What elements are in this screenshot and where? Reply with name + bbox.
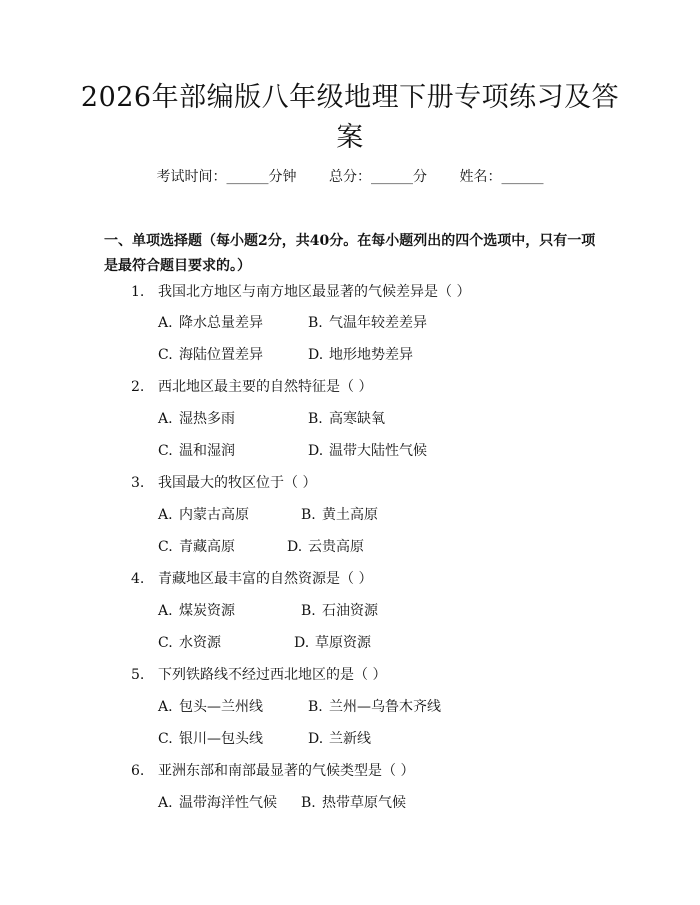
question-number: 3. (131, 475, 145, 491)
question-text: 青藏地区最丰富的自然资源是（ ） (158, 571, 373, 587)
option-row (158, 633, 371, 653)
option-a: A. 降水总量差异 (158, 315, 263, 331)
question-number: 4. (131, 571, 145, 587)
option-a: A. 内蒙古高原 (158, 507, 249, 523)
question-text: 西北地区最主要的自然特征是（ ） (158, 379, 373, 395)
option-a: A. 温带海洋性气候 (158, 795, 277, 811)
question-number: 6. (131, 763, 145, 779)
option-c: C. 温和湿润 (158, 443, 235, 459)
option-row (158, 601, 378, 621)
student-name-field: 姓名：______ (459, 169, 544, 185)
option-row (158, 729, 371, 749)
option-row (158, 345, 413, 365)
option-d: D. 温带大陆性气候 (308, 443, 427, 459)
question-stem (131, 282, 470, 302)
option-d: D. 地形地势差异 (308, 347, 413, 363)
option-row (158, 409, 385, 429)
option-row (158, 697, 441, 717)
option-a: A. 煤炭资源 (158, 603, 235, 619)
exam-info-line (0, 167, 700, 187)
section-heading-single-choice: 一、单项选择题（每小题2分，共40分。在每小题列出的四个选项中，只有一项是最符合题目要求的。） (104, 233, 596, 274)
option-b: B. 气温年较差差异 (308, 315, 427, 331)
option-c: C. 青藏高原 (158, 539, 235, 555)
question-number: 5. (131, 667, 145, 683)
option-d: D. 云贵高原 (287, 539, 364, 555)
option-c: C. 海陆位置差异 (158, 347, 263, 363)
question-number: 1. (131, 284, 145, 300)
option-b: B. 热带草原气候 (301, 795, 406, 811)
option-c: C. 银川—包头线 (158, 731, 263, 747)
option-b: B. 高寒缺氧 (308, 411, 385, 427)
option-b: B. 石油资源 (301, 603, 378, 619)
option-row (158, 313, 427, 333)
option-a: A. 包头—兰州线 (158, 699, 263, 715)
option-d: D. 兰新线 (308, 731, 371, 747)
question-text: 亚洲东部和南部最显著的气候类型是（ ） (158, 763, 415, 779)
option-b: B. 黄土高原 (301, 507, 378, 523)
question-stem (131, 665, 386, 685)
option-row (158, 793, 406, 813)
option-d: D. 草原资源 (294, 635, 371, 651)
question-stem (131, 569, 372, 589)
option-a: A. 湿热多雨 (158, 411, 235, 427)
option-row (158, 441, 427, 461)
option-c: C. 水资源 (158, 635, 221, 651)
question-text: 我国北方地区与南方地区最显著的气候差异是（ ） (158, 284, 471, 300)
option-row (158, 505, 378, 525)
exam-time-field: 考试时间：______分钟 (156, 169, 297, 185)
question-text: 下列铁路线不经过西北地区的是（ ） (158, 667, 387, 683)
question-text: 我国最大的牧区位于（ ） (158, 475, 317, 491)
question-stem (131, 473, 316, 493)
option-b: B. 兰州—乌鲁木齐线 (308, 699, 441, 715)
question-stem (131, 761, 414, 781)
option-row (158, 537, 364, 557)
question-stem (131, 377, 372, 397)
total-score-field: 总分：______分 (329, 169, 427, 185)
question-number: 2. (131, 379, 145, 395)
page-title: 2026年部编版八年级地理下册专项练习及答案 (80, 82, 620, 153)
